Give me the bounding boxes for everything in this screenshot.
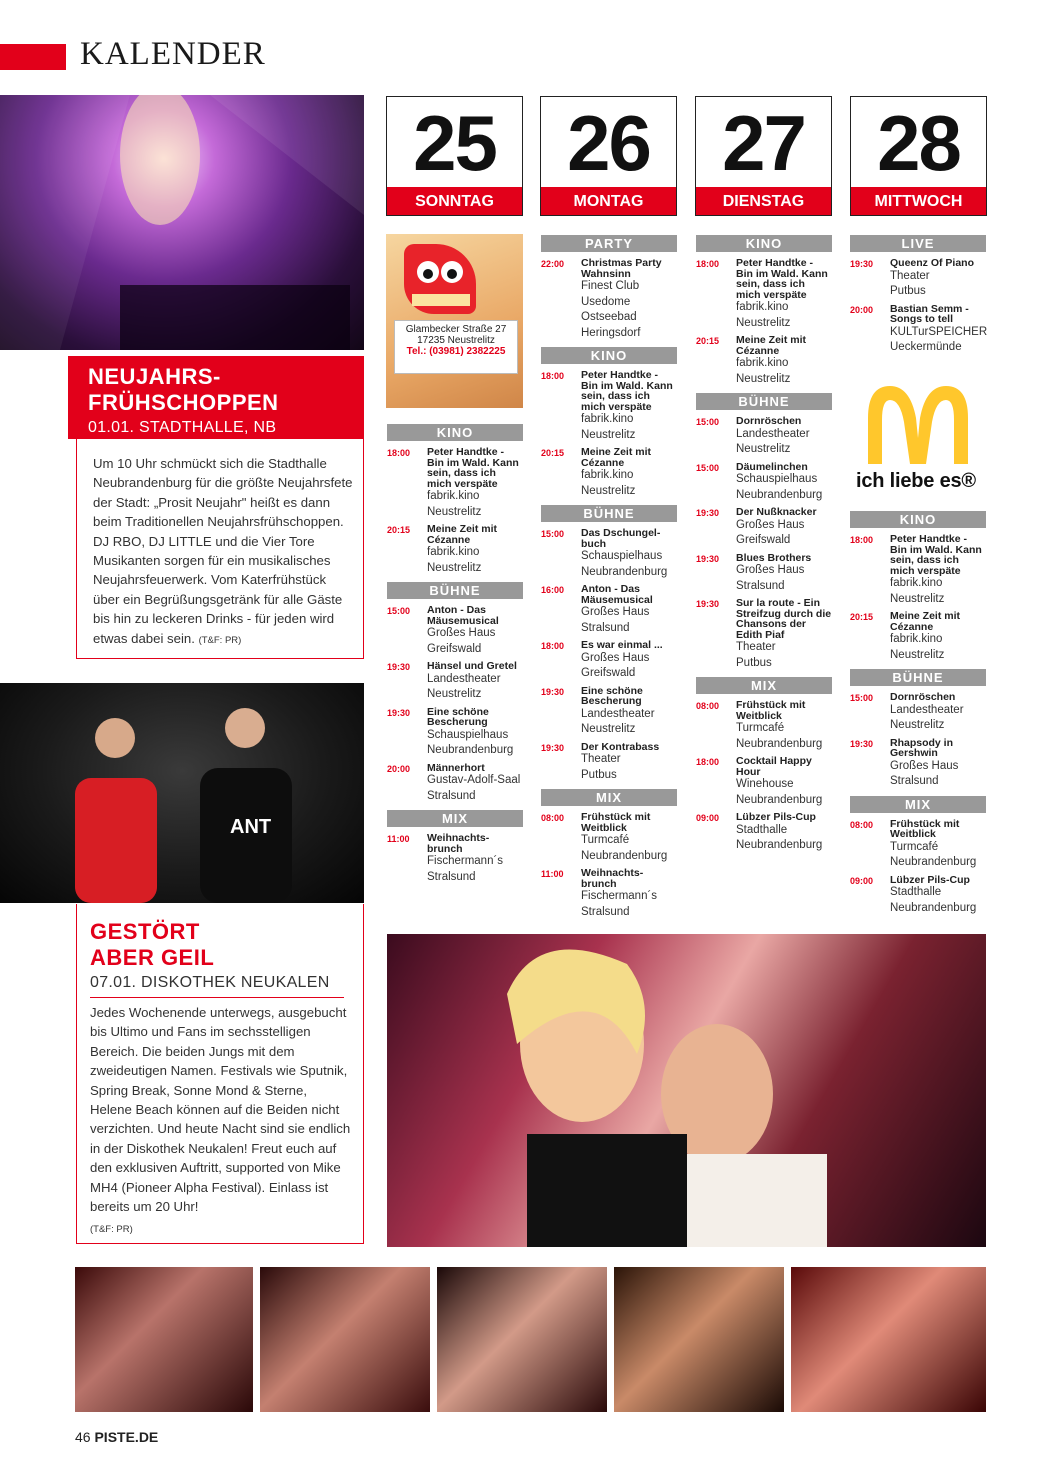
event-time: 09:00 [850, 875, 874, 886]
event-item [387, 524, 523, 576]
feature2-headline: GESTÖRT ABER GEIL [90, 919, 215, 970]
event-time: 16:00 [541, 585, 565, 595]
event-item [387, 707, 523, 759]
event-title: Anton - Das Mäusemusical [427, 604, 499, 627]
event-title: Weihnachts-brunch [581, 867, 644, 890]
event-title: Der Nußknacker [736, 506, 817, 518]
event-venue: Fischermann´s [581, 890, 658, 902]
event-title: Queenz Of Piano [890, 257, 975, 269]
feature-subline: 01.01. STADTHALLE, NB [88, 419, 277, 436]
event-title: Eine schöne Bescherung [581, 684, 643, 707]
event-venue: Fischermann´s [427, 855, 504, 867]
event-title: Peter Handtke - Bin im Wald. Kann sein, dass ich mich verspäte [581, 369, 673, 413]
category-header: BÜHNE [696, 393, 832, 410]
event-venue: Großes Haus [427, 627, 496, 639]
feature2-body: Jedes Wochenende unterwegs, ausgebucht bis Ultimo und Fans im sechsstelligen Bereich. Die beiden Jungs mit dem zweideutigen Namen. Festivals wie Sputnik, Spring Break, Sonne Mond & Sterne, Helene Beach können auf die Beiden nicht verzichten. Und heute Nacht sind sie endlich in der Diskothek Neukalen! Freut euch auf den exklusiven Auftritt, supported von Mike MH4 (Pioneer Alpha Festival). Einlass ist bereits um 20 Uhr! (T&F: PR) [90, 1005, 351, 1236]
category-header: MIX [387, 810, 523, 827]
event-title: Christmas Party Wahnsinn [581, 257, 662, 280]
event-time: 18:00 [387, 448, 411, 458]
event-time: 11:00 [387, 834, 410, 844]
event-city: Neubrandenburg [736, 737, 823, 750]
category-header: KINO [541, 347, 677, 364]
event-venue: fabrik.kino [736, 357, 789, 369]
event-city: Neustrelitz [427, 505, 482, 518]
category-header: MIX [696, 677, 832, 694]
event-city: Neustrelitz [427, 561, 482, 574]
event-city: Stralsund [427, 870, 476, 883]
event-time: 18:00 [850, 535, 874, 545]
event-city: Neustrelitz [581, 484, 636, 497]
event-time: 08:00 [850, 819, 874, 830]
event-title: Frühstück mit Weitblick [736, 699, 806, 722]
event-title: Das Dschungel-buch [581, 527, 661, 550]
feature2-divider [90, 997, 344, 998]
event-title: Bastian Semm - Songs to tell [890, 302, 969, 325]
event-venue: Großes Haus [736, 518, 805, 531]
mcdonalds-arches-icon [850, 378, 986, 468]
event-venue: Theater [890, 269, 930, 282]
date-card-28: 28 MITTWOCH [850, 96, 987, 216]
event-time: 15:00 [387, 606, 411, 616]
event-time: 08:00 [696, 701, 720, 711]
event-title: Peter Handtke - Bin im Wald. Kann sein, dass ich mich verspäte [736, 257, 828, 301]
event-item [541, 640, 677, 682]
event-city: Neubrandenburg [890, 901, 977, 914]
event-city: Neubrandenburg [581, 849, 668, 862]
event-venue: Schauspielhaus [736, 473, 818, 485]
event-time: 19:30 [541, 742, 565, 753]
event-venue: fabrik.kino [427, 546, 480, 558]
event-item [850, 692, 986, 734]
event-item [696, 416, 832, 458]
event-item [541, 528, 677, 580]
stadthalle-photo [0, 95, 364, 350]
event-item [387, 833, 523, 885]
column-wednesday [850, 505, 986, 920]
event-time: 20:15 [696, 336, 720, 346]
event-venue: fabrik.kino [736, 301, 789, 313]
event-time: 20:00 [387, 763, 411, 774]
event-title: Meine Zeit mit Cézanne [427, 523, 498, 546]
event-time: 15:00 [541, 529, 565, 539]
event-city: Neubrandenburg [581, 565, 668, 578]
event-city: Neustrelitz [890, 648, 945, 661]
event-time: 19:30 [850, 738, 874, 749]
event-title: Weihnachts-brunch [427, 832, 490, 855]
event-item [850, 534, 986, 607]
event-venue: fabrik.kino [890, 577, 943, 589]
event-venue: Schauspielhaus [581, 550, 663, 562]
feature-headline: NEUJAHRS- FRÜHSCHOPPEN [88, 364, 279, 415]
event-title: Meine Zeit mit Cézanne [581, 446, 652, 469]
event-city: Putbus [581, 768, 617, 781]
event-item [696, 462, 832, 504]
party-photo [387, 934, 986, 1247]
event-item [696, 507, 832, 549]
category-header: KINO [387, 424, 523, 441]
event-venue: KULTurSPEICHER [890, 325, 988, 338]
event-venue: Turmcafé [581, 834, 630, 846]
event-title: Lübzer Pils-Cup [736, 811, 816, 823]
page-footer: 46 PISTE.DE [75, 1429, 159, 1445]
event-venue: Großes Haus [736, 564, 805, 576]
event-title: Meine Zeit mit Cézanne [890, 610, 961, 633]
event-title: Peter Handtke - Bin im Wald. Kann sein, dass ich mich verspäte [427, 446, 519, 490]
event-title: Frühstück mit Weitblick [890, 817, 960, 840]
event-time: 18:00 [696, 259, 720, 269]
event-title: Dornröschen [890, 691, 956, 703]
event-item [541, 742, 677, 784]
event-title: Rhapsody in Gershwin [890, 736, 954, 759]
event-time: 19:30 [387, 662, 411, 672]
event-item [696, 812, 832, 854]
event-venue: Theater [736, 641, 776, 653]
event-title: Es war einmal ... [581, 639, 663, 651]
event-time: 15:00 [850, 693, 874, 703]
event-item [541, 447, 677, 499]
event-time: 20:15 [541, 448, 565, 458]
category-header: MIX [541, 789, 677, 806]
event-city: Neustrelitz [736, 443, 791, 455]
event-item [541, 868, 677, 920]
event-city: Putbus [890, 285, 926, 297]
event-time: 19:30 [387, 707, 411, 718]
event-city: Neubrandenburg [890, 856, 977, 868]
event-item [850, 875, 986, 917]
pizza-address-card: Glambecker Straße 27 17235 Neustrelitz Tel.: (03981) 2382225 [394, 320, 518, 374]
gallery-photo-4 [614, 1267, 784, 1412]
event-title: Däumelinchen [736, 460, 808, 473]
event-venue: Stadthalle [736, 823, 788, 836]
column-sunday [387, 418, 523, 889]
event-title: Hänsel und Gretel [427, 660, 517, 672]
date-card-25: 25 SONNTAG [386, 96, 523, 216]
event-city: Neubrandenburg [736, 839, 823, 851]
category-header: LIVE [850, 235, 986, 252]
column-wednesday-top [850, 229, 986, 360]
event-item [696, 598, 832, 671]
event-venue: Gustav-Adolf-Saal [427, 774, 521, 786]
category-header: BÜHNE [850, 669, 986, 686]
feature-body: Um 10 Uhr schmückt sich die Stadthalle Neubrandenburg für die größte Neujahrsfete der Stadt: „Prosit Neujahr" heißt es dann beim Traditionellen Neujahrsfrühschoppen. DJ RBO, DJ LITTLE und die Vier Tore Musikanten sorgen für ein musikalisches Neujahrsfeuerwerk. Vom Katerfrühstück über ein Begrüßungsgetränk für alle Gäste bis hin zu leckeren Drinks - für jeden wird etwas dabei sein. (T&F: PR) [93, 456, 353, 646]
event-city: Neustrelitz [736, 316, 791, 329]
event-item [850, 819, 986, 871]
event-title: Dornröschen [736, 415, 802, 427]
event-time: 20:15 [387, 525, 411, 535]
column-tuesday [696, 229, 832, 858]
event-time: 19:30 [696, 508, 720, 518]
event-city: Neubrandenburg [736, 488, 823, 501]
event-title: Peter Handtke - Bin im Wald. Kann sein, dass ich mich verspäte [890, 533, 982, 577]
event-venue: Turmcafé [890, 840, 939, 853]
event-city: Neustrelitz [427, 688, 482, 700]
category-header: BÜHNE [387, 582, 523, 599]
event-venue: Großes Haus [890, 759, 959, 772]
event-time: 18:00 [696, 757, 720, 767]
event-venue: fabrik.kino [427, 490, 480, 502]
event-venue: Turmcafé [736, 722, 785, 734]
mcdonalds-ad [850, 378, 986, 490]
event-city: Neustrelitz [890, 592, 945, 605]
event-time: 18:00 [541, 371, 565, 381]
event-venue: Schauspielhaus [427, 728, 509, 741]
event-item [850, 611, 986, 663]
event-item [696, 553, 832, 595]
event-item [387, 661, 523, 703]
event-title: Lübzer Pils-Cup [890, 873, 970, 886]
event-time: 20:00 [850, 304, 874, 315]
date-card-26: 26 MONTAG [540, 96, 677, 216]
event-item [387, 605, 523, 657]
event-city: Stralsund [581, 905, 630, 918]
event-time: 19:30 [696, 599, 720, 609]
page-title: KALENDER [80, 36, 266, 72]
event-item [541, 258, 677, 341]
gallery-photo-3 [437, 1267, 607, 1412]
event-venue: Landestheater [736, 427, 810, 440]
event-city: Neustrelitz [581, 723, 636, 735]
event-venue: Winehouse [736, 778, 794, 790]
event-item [850, 304, 986, 356]
event-time: 15:00 [696, 417, 720, 427]
event-city: Greifswald [427, 642, 482, 655]
event-title: Männerhort [427, 761, 485, 774]
event-venue: fabrik.kino [890, 633, 943, 645]
event-item [696, 335, 832, 387]
mcdonalds-slogan: ich liebe es® [856, 470, 976, 492]
header-accent-bar [0, 44, 66, 70]
event-item [541, 584, 677, 636]
event-title: Blues Brothers [736, 551, 812, 564]
event-city: Putbus [736, 656, 772, 669]
event-title: Anton - Das Mäusemusical [581, 583, 653, 606]
event-venue: Theater [581, 753, 621, 765]
event-venue: Finest Club Usedome [581, 280, 640, 308]
event-city: Ueckermünde [890, 341, 962, 353]
gallery-photo-2 [260, 1267, 430, 1412]
event-venue: fabrik.kino [581, 469, 634, 481]
event-city: Neubrandenburg [736, 793, 823, 806]
event-item [850, 258, 986, 300]
category-header: BÜHNE [541, 505, 677, 522]
feature2-subline: 07.01. DISKOTHEK NEUKALEN [90, 974, 330, 991]
event-venue: Großes Haus [581, 606, 650, 618]
category-header: MIX [850, 796, 986, 813]
event-time: 09:00 [696, 813, 720, 823]
event-title: Meine Zeit mit Cézanne [736, 334, 807, 357]
event-city: Ostseebad Heringsdorf [581, 311, 641, 339]
pizza-ad [386, 234, 523, 408]
event-venue: Stadthalle [890, 886, 942, 898]
event-title: Frühstück mit Weitblick [581, 811, 651, 834]
event-time: 19:30 [850, 259, 874, 269]
event-item [541, 812, 677, 864]
event-item [696, 258, 832, 331]
event-venue: Großes Haus [581, 651, 650, 664]
event-item [387, 447, 523, 520]
event-time: 15:00 [696, 462, 720, 473]
pizza-logo [404, 244, 476, 314]
event-time: 18:00 [541, 641, 565, 651]
event-venue: Landestheater [890, 703, 964, 716]
event-city: Neubrandenburg [427, 744, 514, 756]
event-city: Greifswald [581, 667, 636, 679]
event-city: Stralsund [427, 789, 476, 802]
column-monday [541, 229, 677, 924]
date-card-27: 27 DIENSTAG [695, 96, 832, 216]
event-item [541, 686, 677, 738]
event-time: 11:00 [541, 869, 564, 879]
event-city: Greifswald [736, 534, 791, 546]
gallery-photo-5 [791, 1267, 986, 1412]
event-city: Neustrelitz [736, 372, 791, 385]
event-time: 08:00 [541, 813, 565, 823]
event-title: Eine schöne Bescherung [427, 705, 489, 728]
event-time: 19:30 [696, 553, 720, 564]
event-venue: Landestheater [427, 672, 501, 685]
duo-photo [0, 683, 364, 903]
category-header: KINO [696, 235, 832, 252]
event-city: Neustrelitz [581, 428, 636, 441]
event-city: Stralsund [890, 775, 939, 787]
event-time: 22:00 [541, 259, 565, 269]
event-city: Stralsund [736, 579, 785, 592]
category-header: KINO [850, 511, 986, 528]
event-title: Sur la route - Ein Streifzug durch die Chansons der Edith Piaf [736, 597, 832, 641]
event-venue: Landestheater [581, 707, 655, 720]
event-time: 20:15 [850, 612, 874, 622]
event-title: Der Kontrabass [581, 740, 660, 753]
gallery-photo-1 [75, 1267, 253, 1412]
category-header: PARTY [541, 235, 677, 252]
event-item [850, 738, 986, 790]
event-city: Neustrelitz [890, 719, 945, 731]
event-venue: fabrik.kino [581, 413, 634, 425]
event-time: 19:30 [541, 686, 565, 697]
event-city: Stralsund [581, 621, 630, 634]
svg-text:ANT: ANT [230, 816, 272, 838]
event-item [696, 700, 832, 752]
event-title: Cocktail Happy Hour [736, 755, 812, 778]
event-item [541, 370, 677, 443]
event-item [387, 763, 523, 805]
event-item [696, 756, 832, 808]
